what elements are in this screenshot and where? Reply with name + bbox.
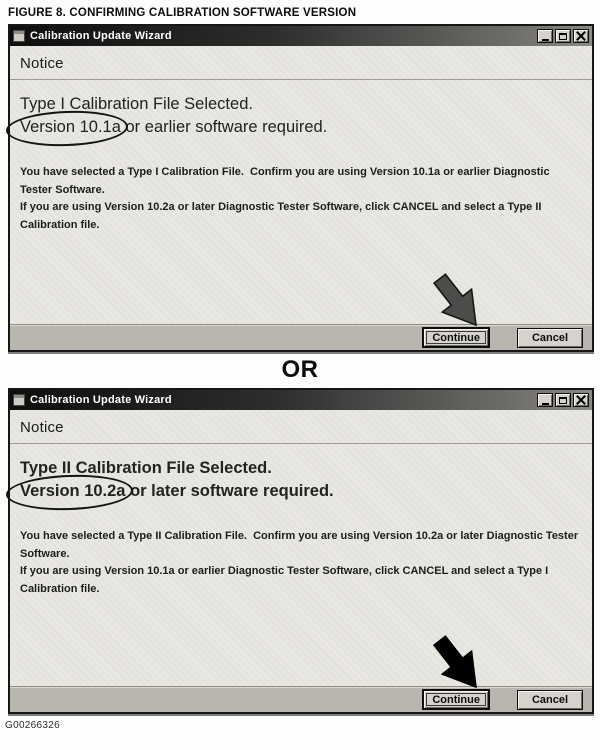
dialog-button-bar — [10, 686, 592, 712]
figure-caption: FIGURE 8. CONFIRMING CALIBRATION SOFTWARE VERSION — [8, 7, 357, 19]
selection-summary — [20, 95, 582, 137]
window-title: Calibration Update Wizard — [30, 30, 172, 42]
minimize-button[interactable] — [537, 393, 553, 407]
or-divider: OR — [281, 356, 319, 383]
maximize-icon — [559, 397, 567, 404]
dialog-content — [10, 46, 592, 324]
notice-heading: Notice — [10, 46, 592, 80]
dialog-button-bar — [10, 324, 592, 350]
continue-button-label: Continue — [426, 693, 486, 706]
application-icon — [13, 394, 25, 406]
calibration-update-wizard-dialog-type1 — [8, 24, 594, 352]
maximize-icon — [559, 33, 567, 40]
close-button[interactable] — [573, 393, 589, 407]
version-rest-text: or earlier software required. — [120, 118, 328, 136]
titlebar — [10, 26, 592, 46]
version-required-line — [20, 118, 582, 137]
close-button[interactable] — [573, 29, 589, 43]
minimize-icon — [542, 403, 549, 405]
continue-button-label: Continue — [426, 331, 486, 344]
cancel-button[interactable] — [517, 328, 583, 348]
cancel-button-label: Cancel — [531, 331, 569, 344]
version-value: Version 10.1a — [20, 118, 121, 136]
instruction-text — [20, 164, 582, 234]
close-icon — [576, 396, 586, 405]
maximize-button[interactable] — [555, 29, 571, 43]
minimize-icon — [542, 39, 549, 41]
minimize-button[interactable] — [537, 29, 553, 43]
titlebar — [10, 390, 592, 410]
version-value: Version 10.2a — [20, 482, 126, 500]
selection-summary — [20, 459, 582, 501]
file-selected-line: Type I Calibration File Selected. — [20, 95, 253, 113]
window-controls — [537, 393, 589, 407]
window-title: Calibration Update Wizard — [30, 394, 172, 406]
close-icon — [576, 32, 586, 41]
cancel-button[interactable] — [517, 690, 583, 710]
application-icon — [13, 30, 25, 42]
version-required-line — [20, 482, 582, 501]
instruction-line-2: If you are using Version 10.1a or earlier Diagnostic Tester Software, click CANCEL and select a Type I Calibration file. — [20, 565, 552, 595]
dialog-content — [10, 410, 592, 686]
instruction-text — [20, 528, 582, 598]
instruction-line-1: You have selected a Type II Calibration File. Confirm you are using Version 10.2a or later Diagnostic Tester Software. — [20, 530, 582, 560]
window-controls — [537, 29, 589, 43]
circled-version-text — [20, 482, 126, 501]
cancel-button-label: Cancel — [531, 693, 569, 706]
maximize-button[interactable] — [555, 393, 571, 407]
circled-version-text — [20, 118, 121, 137]
file-selected-line: Type II Calibration File Selected. — [20, 459, 272, 477]
instruction-line-1: You have selected a Type I Calibration File. Confirm you are using Version 10.1a or earlier Diagnostic Tester Software. — [20, 166, 553, 196]
figure-id: G00266326 — [5, 720, 60, 731]
instruction-line-2: If you are using Version 10.2a or later Diagnostic Tester Software, click CANCEL and select a Type II Calibration file. — [20, 201, 545, 231]
version-rest-text: or later software required. — [125, 482, 334, 500]
calibration-update-wizard-dialog-type2 — [8, 388, 594, 714]
notice-heading: Notice — [10, 410, 592, 444]
